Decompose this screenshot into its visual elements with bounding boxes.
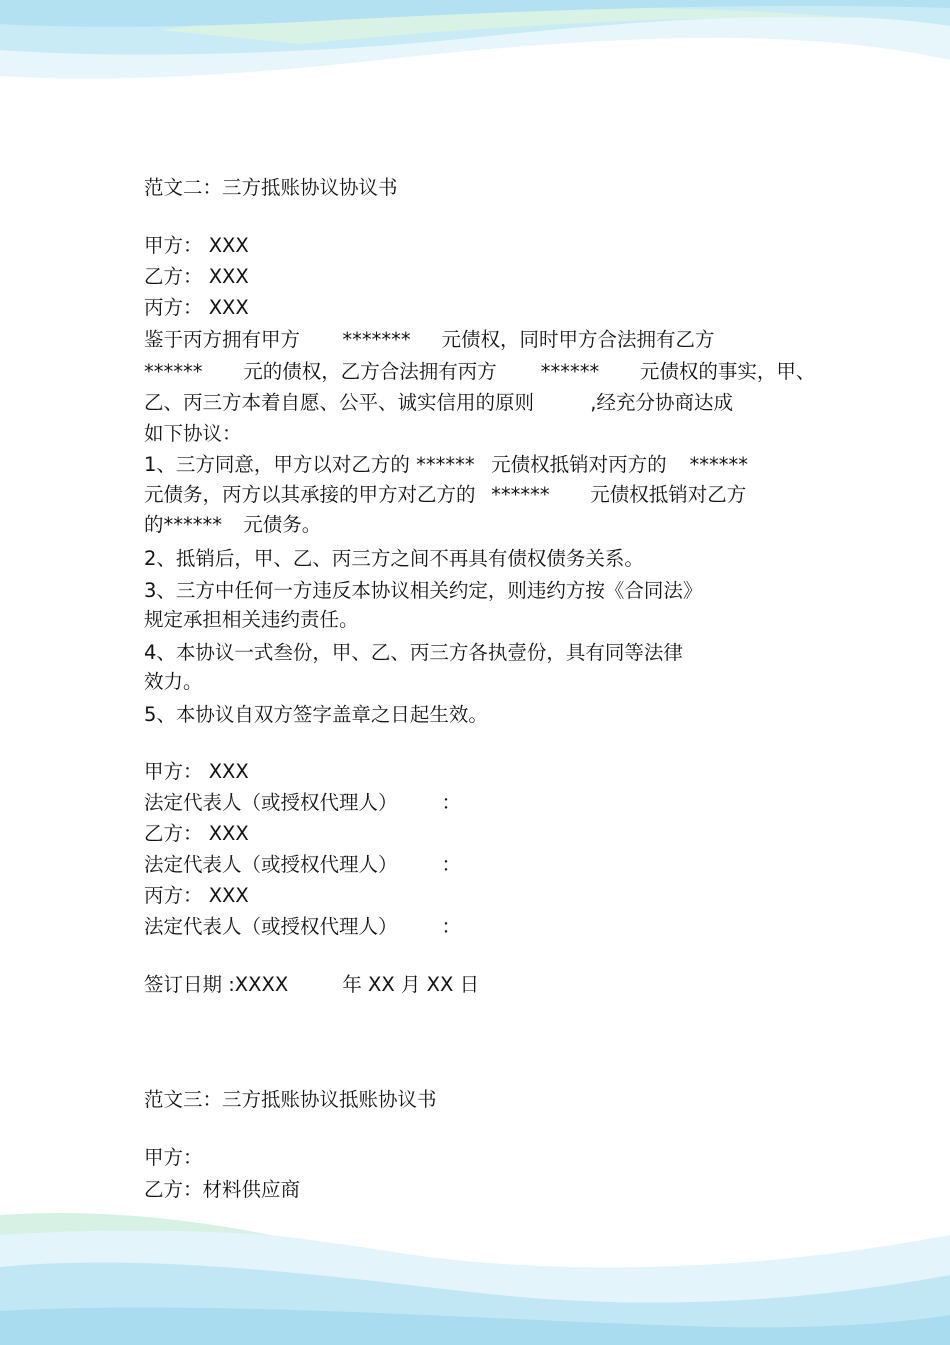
clause-2-line: 2、抵销后，甲、乙、丙三方之间不再具有债权债务关系。 — [144, 547, 644, 570]
preamble-line: 如下协议： — [144, 422, 242, 445]
sample3-title: 范文三：三方抵账协议抵账协议书 — [144, 1088, 437, 1111]
sign-party-a: 甲方： XXX — [144, 760, 249, 783]
sign-party-c: 丙方： XXX — [144, 884, 249, 907]
party-a-line: 甲方： XXX — [144, 234, 249, 257]
sample3-party-a: 甲方： — [144, 1146, 203, 1169]
clause-5-line: 5、本协议自双方签字盖章之日起生效。 — [144, 703, 488, 726]
sign-rep-c: 法定代表人（或授权代理人） ： — [144, 915, 462, 938]
clause-4-line: 4、本协议一式叁份，甲、乙、丙三方各执壹份，具有同等法律 — [144, 641, 683, 664]
clause-3-line: 规定承担相关违约责任。 — [144, 608, 359, 631]
signing-date: 签订日期 :XXXX 年 XX 月 XX 日 — [144, 973, 480, 996]
preamble-line: 鉴于丙方拥有甲方 ******* 元债权，同时甲方合法拥有乙方 — [144, 328, 715, 351]
clause-1-line: 元债务，丙方以其承接的甲方对乙方的 ****** 元债权抵销对乙方 — [144, 483, 747, 506]
sign-rep-a: 法定代表人（或授权代理人） ： — [144, 791, 462, 814]
sign-party-b: 乙方： XXX — [144, 822, 249, 845]
preamble-line: ****** 元的债权，乙方合法拥有丙方 ****** 元债权的事实，甲、 — [144, 360, 816, 383]
party-c-line: 丙方： XXX — [144, 296, 249, 319]
preamble-line: 乙、丙三方本着自愿、公平、诚实信用的原则 ,经充分协商达成 — [144, 391, 733, 414]
party-b-line: 乙方： XXX — [144, 265, 249, 288]
sign-rep-b: 法定代表人（或授权代理人） ： — [144, 853, 462, 876]
top-wave-decoration — [0, 0, 950, 120]
sample3-party-b: 乙方：材料供应商 — [144, 1178, 301, 1201]
clause-1-line: 1、三方同意，甲方以对乙方的 ****** 元债权抵销对丙方的 ****** — [144, 453, 748, 476]
bottom-wave-decoration — [0, 1195, 950, 1345]
clause-4-line: 效力。 — [144, 670, 203, 693]
sample2-title: 范文二：三方抵账协议协议书 — [144, 176, 398, 199]
clause-3-line: 3、三方中任何一方违反本协议相关约定，则违约方按《合同法》 — [144, 579, 703, 602]
clause-1-line: 的****** 元债务。 — [144, 513, 322, 536]
